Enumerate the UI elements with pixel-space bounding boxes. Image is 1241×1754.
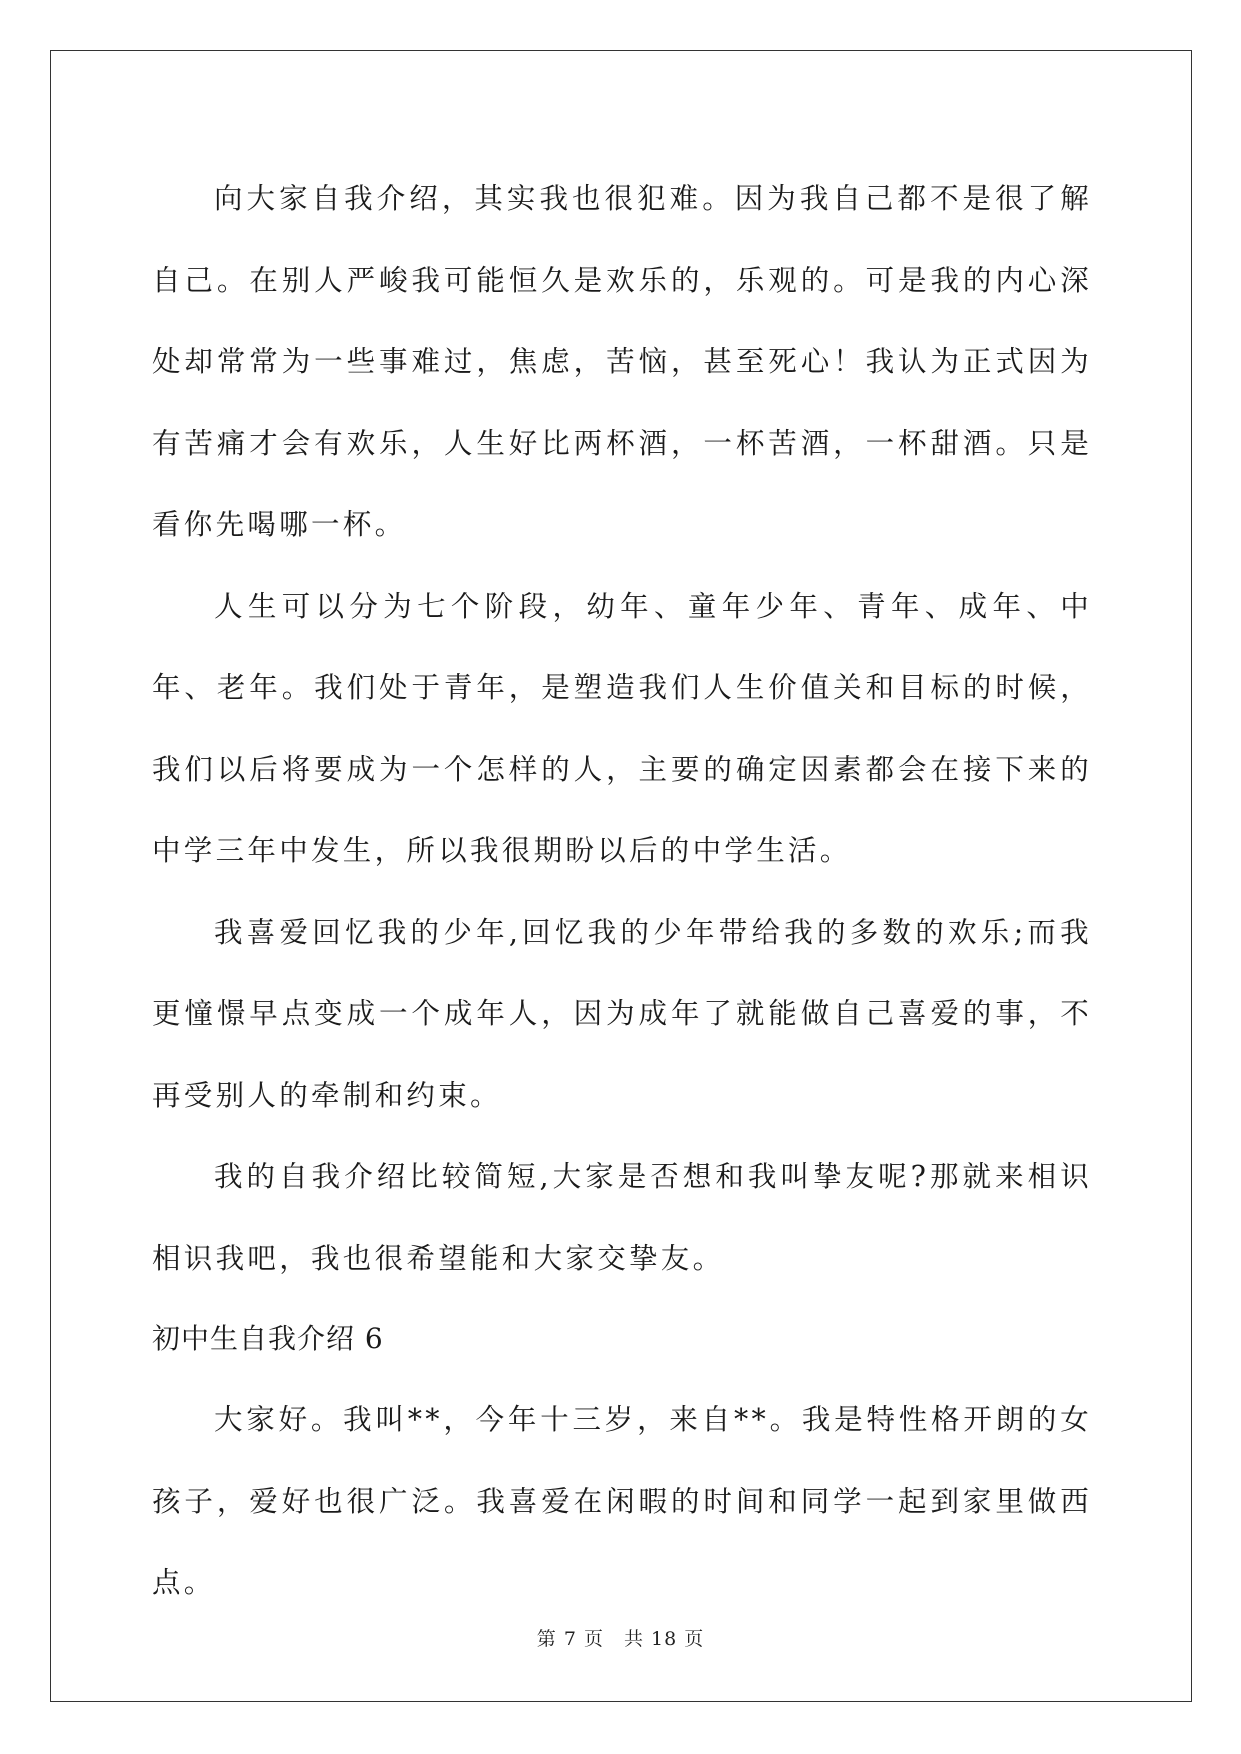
- paragraph: 我喜爱回忆我的少年,回忆我的少年带给我的多数的欢乐;而我更憧憬早点变成一个成年人，因为成年了就能做自己喜爱的事，不再受别人的牵制和约束。: [152, 915, 1092, 1112]
- paragraph: 向大家自我介绍，其实我也很犯难。因为我自己都不是很了解自己。在别人严峻我可能恒久是欢乐的，乐观的。可是我的内心深处却常常为一些事难过，焦虑，苦恼，甚至死心！我认为正式因为有苦痛才会有欢乐，人生好比两杯酒，一杯苦酒，一杯甜酒。只是看你先喝哪一杯。: [152, 182, 1092, 541]
- document-body: [152, 158, 1092, 1624]
- paragraph: 我的自我介绍比较简短,大家是否想和我叫挚友呢?那就来相识相识我吧，我也很希望能和大家交挚友。: [152, 1160, 1092, 1275]
- paragraph: 人生可以分为七个阶段，幼年、童年少年、青年、成年、中年、老年。我们处于青年，是塑造我们人生价值关和目标的时候，我们以后将要成为一个怎样的人，主要的确定因素都会在接下来的中学三年中发生，所以我很期盼以后的中学生活。: [152, 589, 1092, 867]
- page-number-footer: 第 7 页 共 18 页: [536, 1628, 705, 1650]
- paragraph: 大家好。我叫**，今年十三岁，来自**。我是特性格开朗的女孩子，爱好也很广泛。我喜爱在闲暇的时间和同学一起到家里做西点。: [152, 1403, 1092, 1599]
- section-heading: 初中生自我介绍 6: [152, 1322, 384, 1355]
